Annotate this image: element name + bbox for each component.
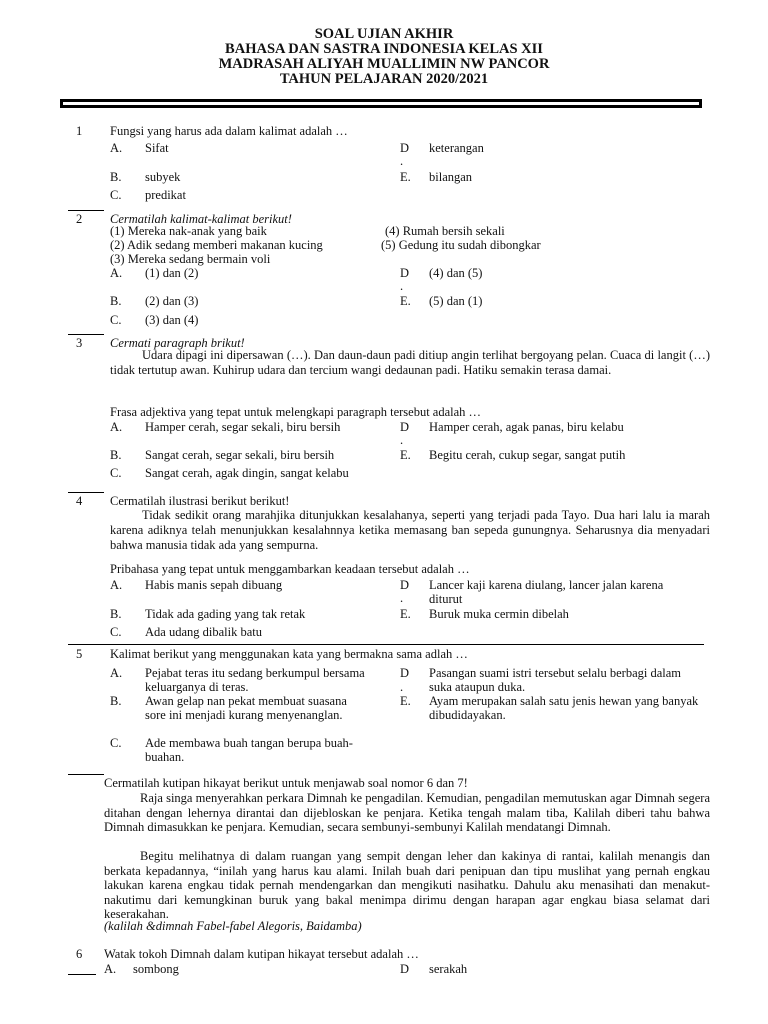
q1-label-a: A. bbox=[110, 141, 123, 155]
q2-sentence-1: (1) Mereka nak-anak yang baik bbox=[110, 224, 267, 238]
passage-paragraph-1: Raja singa menyerahkan perkara Dimnah ke pengadilan. Kemudian, pengadilan memutuskan agar Dimnah segera ditahan dengan lehernya dirantai dan dijebloskan ke penjara. Ketika tengah malam tiba, Kalilah diberi tahu bahwa Dimnah dimasukkan ke penjara. Kemudian, secara sembunyi-sembunyi Kalilah mendatangi Dimnah. bbox=[104, 791, 710, 834]
q6-label-a: A. bbox=[104, 962, 117, 976]
q1-option-e: bilangan bbox=[429, 170, 473, 184]
q4-option-d: Lancer kaji karena diulang, lancer jalan karena diturut bbox=[429, 578, 664, 606]
q3-label-e: E. bbox=[400, 448, 411, 462]
q4-label-d-dot: . bbox=[400, 591, 404, 605]
q6-option-d: serakah bbox=[429, 962, 468, 976]
q1-label-c: C. bbox=[110, 188, 122, 202]
q3-label-a: A. bbox=[110, 420, 123, 434]
q3-label-d-dot: . bbox=[400, 433, 404, 447]
q2-label-d-dot: . bbox=[400, 279, 404, 293]
passage-paragraph-2: Begitu melihatnya di dalam ruangan yang sempit dengan leher dan kakinya di rantai, kalilah menangis dan berkata kepadannya, “inilah yang harus kau alami. Inilah buah dari penipuan dan tipu muslihat yang pernah engkau lakukan karena engkau tidak pernah mendengarkan dan mengikuti nasihatku. Dahulu aku menasihati dan menakut-nakutimu dari kemungkinan buruk yang bakal menimpa dirimu dengan harapan agar engkau biasa selamat dari keserakahan. bbox=[104, 849, 710, 921]
q5-label-d-dot: . bbox=[400, 680, 404, 694]
q6-number: 6 bbox=[76, 947, 83, 961]
q4-option-e: Buruk muka cermin dibelah bbox=[429, 607, 569, 621]
q4-divider bbox=[68, 492, 104, 493]
q4-label-b: B. bbox=[110, 607, 122, 621]
q2-sentence-5: (5) Gedung itu sudah dibongkar bbox=[381, 238, 541, 252]
q3-question: Frasa adjektiva yang tepat untuk melengkapi paragraph tersebut adalah … bbox=[110, 405, 482, 419]
q2-option-b: (2) dan (3) bbox=[145, 294, 199, 308]
q2-option-d: (4) dan (5) bbox=[429, 266, 483, 280]
q4-option-b: Tidak ada gading yang tak retak bbox=[145, 607, 306, 621]
q3-option-d: Hamper cerah, agak panas, biru kelabu bbox=[429, 420, 624, 434]
q1-label-d: D bbox=[400, 141, 410, 155]
q6-option-a: sombong bbox=[133, 962, 179, 976]
q3-option-e: Begitu cerah, cukup segar, sangat putih bbox=[429, 448, 626, 462]
q1-option-d: keterangan bbox=[429, 141, 484, 155]
q3-number: 3 bbox=[76, 336, 83, 350]
q3-label-d: D bbox=[400, 420, 410, 434]
q3-option-a: Hamper cerah, segar sekali, biru bersih bbox=[145, 420, 341, 434]
q4-label-e: E. bbox=[400, 607, 411, 621]
q4-option-c: Ada udang dibalik batu bbox=[145, 625, 262, 639]
q5-option-b: Awan gelap nan pekat membuat suasana sore ini menjadi kurang menyenanglan. bbox=[145, 694, 347, 722]
q4-label-d: D bbox=[400, 578, 410, 592]
passage-intro: Cermatilah kutipan hikayat berikut untuk menjawab soal nomor 6 dan 7! bbox=[104, 776, 468, 790]
q5-text: Kalimat berikut yang menggunakan kata yang bermakna sama adlah … bbox=[110, 647, 468, 661]
q2-sentence-3: (3) Mereka sedang bermain voli bbox=[110, 252, 271, 266]
q3-option-c: Sangat cerah, agak dingin, sangat kelabu bbox=[145, 466, 349, 480]
q1-option-b: subyek bbox=[145, 170, 181, 184]
q2-option-c: (3) dan (4) bbox=[145, 313, 199, 327]
q1-option-a: Sifat bbox=[145, 141, 169, 155]
q4-number: 4 bbox=[76, 494, 83, 508]
q6-answer-line bbox=[68, 974, 96, 975]
q4-paragraph: Tidak sedikit orang marahjika ditunjukkan kesalahanya, seperti yang terjadi pada Tayo. Dua hari lalu ia marah karena adiknya telah menunjukkan kesalahnnya ketika memasang ban sepeda gunungnya. Seharusnya dia menyadari bahwa manusia tidak ada yang sempurna. bbox=[110, 508, 710, 552]
q5-option-a: Pejabat teras itu sedang berkumpul bersama keluarganya di teras. bbox=[145, 666, 365, 694]
q3-label-b: B. bbox=[110, 448, 122, 462]
q4-question: Pribahasa yang tepat untuk menggambarkan keadaan tersebut adalah … bbox=[110, 562, 470, 576]
q2-sentence-4: (4) Rumah bersih sekali bbox=[385, 224, 505, 238]
q1-label-d-dot: . bbox=[400, 154, 404, 168]
q5-label-c: C. bbox=[110, 736, 122, 750]
passage-source: (kalilah &dimnah Fabel-fabel Alegoris, Baidamba) bbox=[104, 919, 362, 933]
q6-text: Watak tokoh Dimnah dalam kutipan hikayat tersebut adalah … bbox=[104, 947, 419, 961]
q5-option-d: Pasangan suami istri tersebut selalu berbagi dalam suka ataupun duka. bbox=[429, 666, 682, 694]
q2-label-b: B. bbox=[110, 294, 122, 308]
q3-label-c: C. bbox=[110, 466, 122, 480]
header-rule bbox=[60, 99, 702, 108]
q4-option-a: Habis manis sepah dibuang bbox=[145, 578, 283, 592]
q2-sentence-2: (2) Adik sedang memberi makanan kucing bbox=[110, 238, 323, 252]
q2-label-e: E. bbox=[400, 294, 411, 308]
q2-number: 2 bbox=[76, 212, 83, 226]
q5-divider bbox=[68, 644, 704, 645]
q4-text: Cermatilah ilustrasi berikut berikut! bbox=[110, 494, 290, 508]
q3-text: Cermati paragraph brikut! bbox=[110, 336, 245, 350]
q2-label-c: C. bbox=[110, 313, 122, 327]
q4-label-a: A. bbox=[110, 578, 123, 592]
q5-option-e: Ayam merupakan salah satu jenis hewan yang banyak dibudidayakan. bbox=[429, 694, 699, 722]
q2-divider bbox=[68, 210, 104, 211]
q3-divider bbox=[68, 334, 104, 335]
q1-label-b: B. bbox=[110, 170, 122, 184]
passage-divider bbox=[68, 774, 104, 775]
header-year: TAHUN PELAJARAN 2020/2021 bbox=[279, 71, 489, 87]
q1-option-c: predikat bbox=[145, 188, 186, 202]
header-school: MADRASAH ALIYAH MUALLIMIN NW PANCOR bbox=[218, 56, 550, 72]
q5-label-a: A. bbox=[110, 666, 123, 680]
header-subject: BAHASA DAN SASTRA INDONESIA KELAS XII bbox=[225, 41, 543, 57]
q1-label-e: E. bbox=[400, 170, 411, 184]
q2-option-a: (1) dan (2) bbox=[145, 266, 199, 280]
q2-label-d: D bbox=[400, 266, 410, 280]
q2-label-a: A. bbox=[110, 266, 123, 280]
q2-option-e: (5) dan (1) bbox=[429, 294, 483, 308]
header-title: SOAL UJIAN AKHIR bbox=[314, 26, 454, 42]
q5-label-e: E. bbox=[400, 694, 411, 708]
q6-label-d: D bbox=[400, 962, 410, 976]
q5-option-c: Ade membawa buah tangan berupa buah-buahan. bbox=[145, 736, 353, 764]
q5-label-d: D bbox=[400, 666, 410, 680]
q1-number: 1 bbox=[76, 124, 83, 138]
q5-label-b: B. bbox=[110, 694, 122, 708]
q4-label-c: C. bbox=[110, 625, 122, 639]
q1-text: Fungsi yang harus ada dalam kalimat adalah … bbox=[110, 124, 348, 138]
q3-paragraph: Udara dipagi ini dipersawan (…). Dan daun-daun padi ditiup angin terlihat bergoyang pelan. Cuaca di langit (…) tidak tertutup awan. Kuhirup udara dan tercium wangi dedaunan padi. Hatiku semakin terasa damai. bbox=[110, 348, 710, 377]
q5-number: 5 bbox=[76, 647, 83, 661]
q2-text: Cermatilah kalimat-kalimat berikut! bbox=[110, 212, 292, 226]
q3-option-b: Sangat cerah, segar sekali, biru bersih bbox=[145, 448, 335, 462]
